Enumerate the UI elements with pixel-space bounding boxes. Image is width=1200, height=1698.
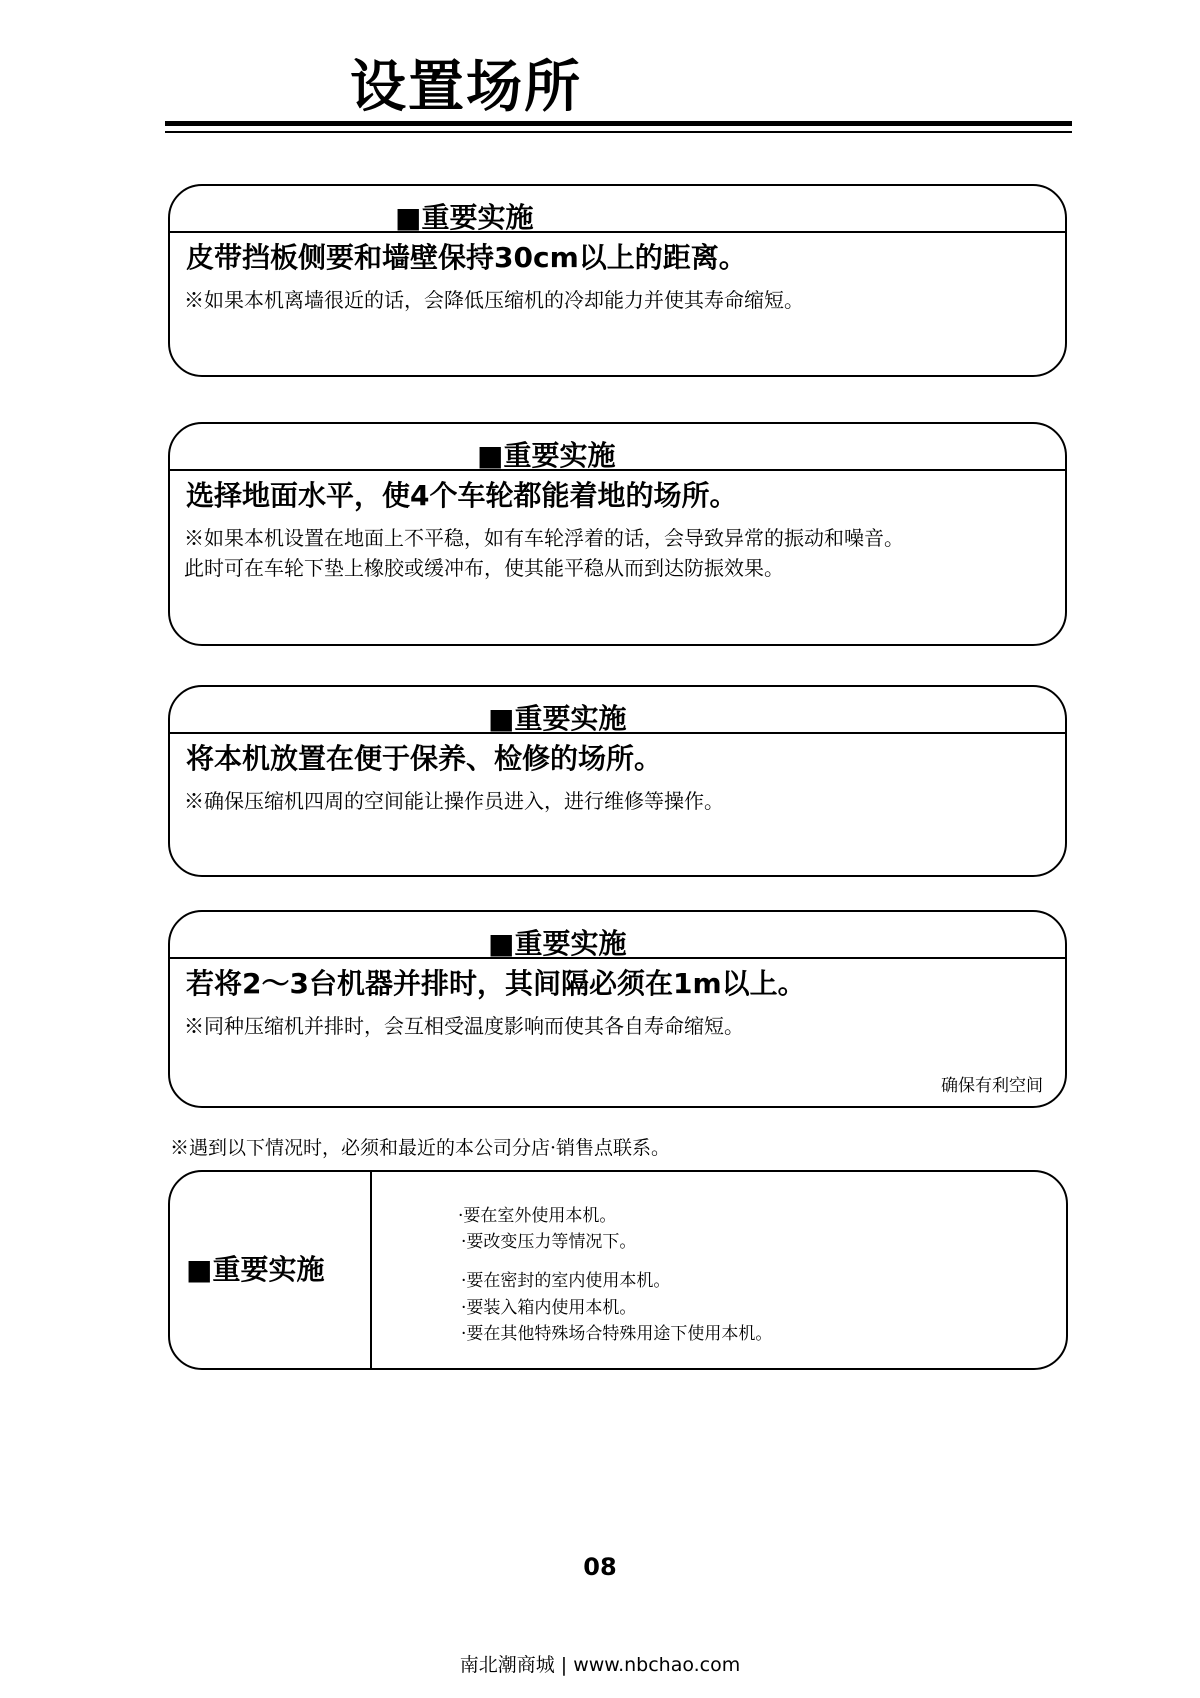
table-item: ·要在室外使用本机。 [458,1206,617,1226]
notice-box-2 [168,422,1067,646]
site-watermark: 南北潮商城 | www.nbchao.com [459,1654,741,1676]
notice-note [184,1011,744,1041]
notice-header-label: ■重要实施 [477,439,616,472]
notice-note-line: ※如果本机离墙很近的话，会降低压缩机的冷却能力并使其寿命缩短。 [184,288,804,312]
notice-header-label: ■重要实施 [488,927,627,960]
table-divider [370,1172,372,1368]
notice-header-label: ■重要实施 [395,201,534,234]
page-number: 08 [583,1553,617,1581]
notice-box-header [170,687,1065,734]
notice-main-text: 皮带挡板侧要和墙壁保持30cm以上的距离。 [186,241,747,274]
notice-box-1 [168,184,1067,377]
notice-main-text: 将本机放置在便于保养、检修的场所。 [186,742,663,775]
contact-note: ※遇到以下情况时，必须和最近的本公司分店·销售点联系。 [170,1137,671,1159]
contact-table [168,1170,1068,1370]
notice-note-line: ※如果本机设置在地面上不平稳，如有车轮浮着的话，会导致异常的振动和噪音。 [184,526,904,550]
notice-main-text: 选择地面水平，使4个车轮都能着地的场所。 [186,479,738,512]
title-rule-thin [165,131,1072,133]
notice-note-line: ※确保压缩机四周的空间能让操作员进入，进行维修等操作。 [184,789,724,813]
notice-box-4 [168,910,1067,1108]
notice-note-line: ※同种压缩机并排时，会互相受温度影响而使其各自寿命缩短。 [184,1014,744,1038]
table-item: ·要在密封的室内使用本机。 [461,1271,671,1291]
table-item: ·要改变压力等情况下。 [461,1232,637,1252]
notice-header-label: ■重要实施 [488,702,627,735]
notice-box-header [170,912,1065,959]
table-item: ·要装入箱内使用本机。 [461,1298,637,1318]
notice-note [184,523,904,583]
notice-main-text: 若将2～3台机器并排时，其间隔必须在1m以上。 [186,967,806,1000]
notice-note [184,786,724,816]
page-title: 设置场所 [350,55,582,120]
notice-box-3 [168,685,1067,877]
notice-note [184,285,804,315]
notice-box-header [170,424,1065,471]
table-item: ·要在其他特殊场合特殊用途下使用本机。 [461,1324,773,1344]
notice-note-line: 此时可在车轮下垫上橡胶或缓冲布，使其能平稳从而到达防振效果。 [184,556,784,580]
table-label: ■重要实施 [186,1253,325,1286]
notice-box-header [170,186,1065,233]
corner-note: 确保有利空间 [941,1076,1043,1096]
title-rule-thick [165,121,1072,126]
